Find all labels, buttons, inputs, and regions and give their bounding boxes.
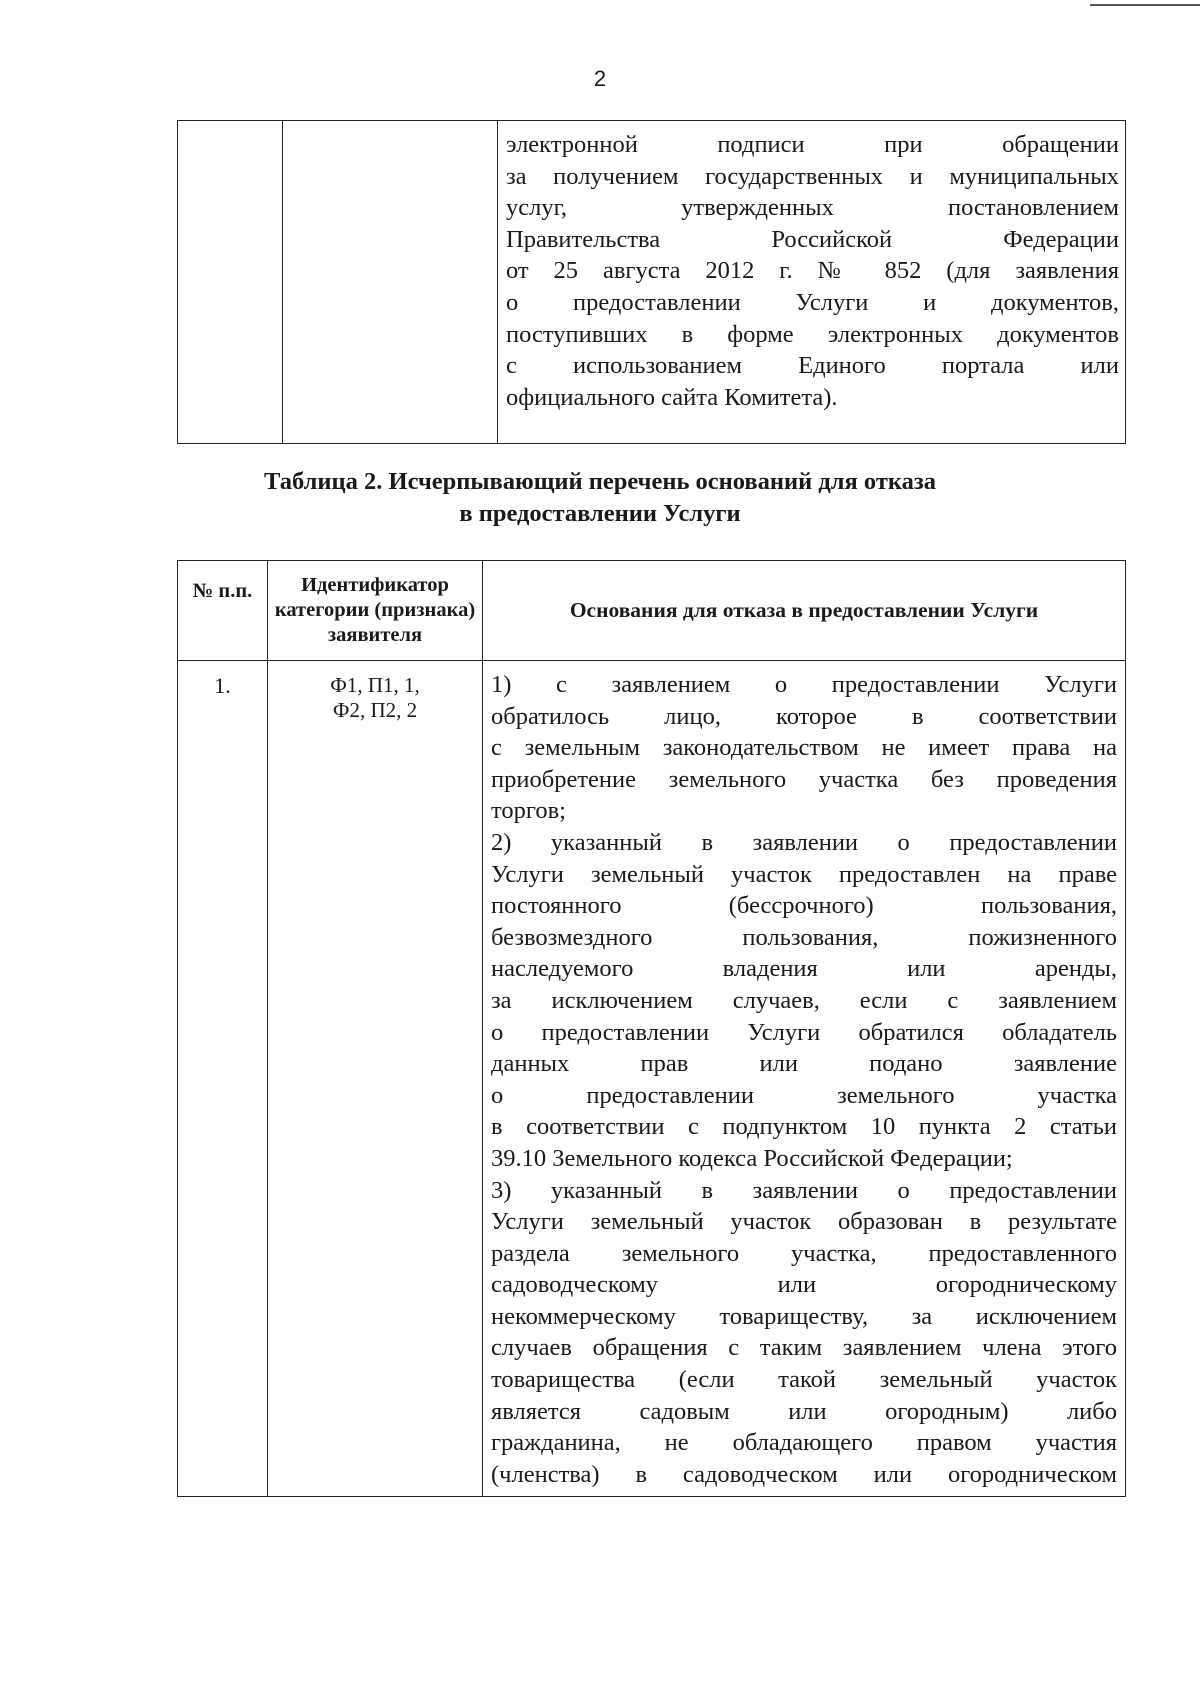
text-line: некоммерческому товариществу, за исключением	[491, 1302, 1117, 1330]
header-category: Идентификатор категории (признака) заявителя	[268, 561, 483, 661]
continuation-text	[506, 129, 1119, 413]
text-line: является садовым или огородным) либо	[491, 1397, 1117, 1425]
table-caption	[0, 466, 1200, 530]
table-cell-continuation-text	[498, 121, 1126, 444]
caption-line-2: в предоставлении Услуги	[459, 500, 741, 527]
table-row	[178, 121, 1126, 444]
text-line: товарищества (если такой земельный участок	[491, 1366, 1117, 1394]
text-line: с земельным законодательством не имеет права на	[491, 734, 1117, 762]
caption-line-1: Таблица 2. Исчерпывающий перечень оснований для отказа	[264, 468, 936, 495]
text-line: 2) указанный в заявлении о предоставлении	[491, 828, 1117, 856]
table-row	[178, 661, 1126, 1497]
text-line: обратилось лицо, которое в соответствии	[491, 702, 1117, 730]
text-line: случаев обращения с таким заявлением члена этого	[491, 1334, 1117, 1362]
text-line: в соответствии с подпунктом 10 пункта 2 статьи	[491, 1113, 1117, 1141]
text-line: от 25 августа 2012 г. № 852 (для заявления	[506, 257, 1119, 285]
text-line: о предоставлении Услуги и документов,	[506, 288, 1119, 316]
text-line: постоянного (бессрочного) пользования,	[491, 892, 1117, 920]
text-line: данных прав или подано заявление	[491, 1050, 1117, 1078]
table-header-row	[178, 561, 1126, 661]
text-line: (членства) в садоводческом или огородническом	[491, 1460, 1117, 1488]
text-line: 1) с заявлением о предоставлении Услуги	[491, 671, 1117, 698]
header-reasons: Основания для отказа в предоставлении Услуги	[483, 561, 1126, 661]
text-line: о предоставлении земельного участка	[491, 1081, 1117, 1109]
page-edge-line	[1090, 4, 1200, 6]
text-line: наследуемого владения или аренды,	[491, 955, 1117, 983]
header-num: № п.п.	[178, 561, 268, 661]
text-line: Правительства Российской Федерации	[506, 225, 1119, 253]
table-cell-empty-num	[178, 121, 283, 444]
text-line: услуг, утвержденных постановлением	[506, 194, 1119, 222]
table-cell-empty-category	[283, 121, 498, 444]
row-category	[268, 661, 483, 1497]
text-line: с использованием Единого портала или	[506, 352, 1119, 380]
text-line: безвозмездного пользования, пожизненного	[491, 923, 1117, 951]
text-line: торгов;	[491, 797, 566, 825]
text-line: 39.10 Земельного кодекса Российской Федерации;	[491, 1144, 1013, 1172]
text-line: приобретение земельного участка без проведения	[491, 765, 1117, 793]
text-line: гражданина, не обладающего правом участия	[491, 1429, 1117, 1457]
row-num: 1.	[178, 661, 268, 1497]
text-line: электронной подписи при обращении	[506, 131, 1119, 158]
text-line: официального сайта Комитета).	[506, 383, 838, 411]
text-line: Услуги земельный участок предоставлен на праве	[491, 860, 1117, 888]
category-line: Ф1, П1, 1,	[330, 673, 420, 697]
reasons-text	[491, 669, 1117, 1490]
table-continuation	[177, 120, 1126, 444]
text-line: Услуги земельный участок образован в результате	[491, 1208, 1117, 1236]
row-reasons	[483, 661, 1126, 1497]
text-line: за получением государственных и муниципальных	[506, 162, 1119, 190]
text-line: раздела земельного участка, предоставленного	[491, 1239, 1117, 1267]
page-number: 2	[593, 66, 607, 91]
text-line: за исключением случаев, если с заявлением	[491, 986, 1117, 1014]
category-line: Ф2, П2, 2	[332, 698, 418, 722]
text-line: садоводческому или огородническому	[491, 1271, 1117, 1299]
text-line: 3) указанный в заявлении о предоставлении	[491, 1176, 1117, 1204]
refusal-grounds-table	[177, 560, 1126, 1497]
text-line: о предоставлении Услуги обратился обладатель	[491, 1018, 1117, 1046]
text-line: поступивших в форме электронных документов	[506, 320, 1119, 348]
